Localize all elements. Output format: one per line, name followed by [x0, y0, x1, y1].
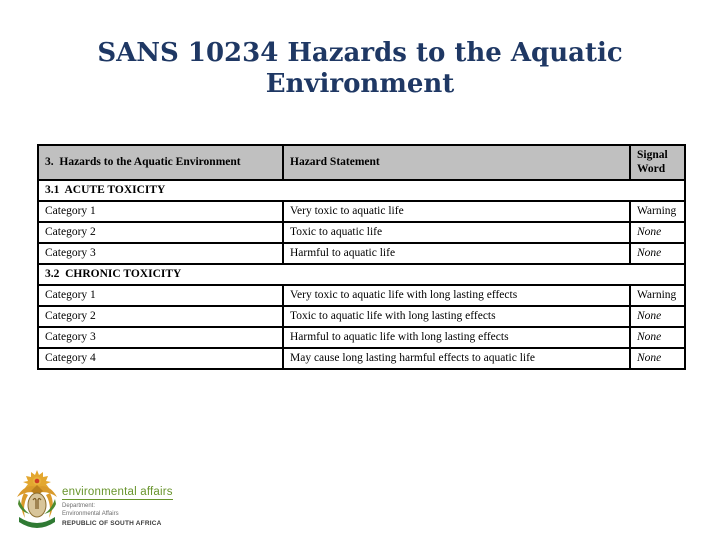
signal-word-cell: Warning [630, 285, 685, 306]
category-cell: Category 1 [38, 285, 283, 306]
hazard-table [37, 144, 686, 370]
statement-cell: Toxic to aquatic life with long lasting effects [283, 306, 630, 327]
table-row [38, 306, 685, 327]
category-cell: Category 3 [38, 327, 283, 348]
category-cell: Category 4 [38, 348, 283, 369]
section-label: 3.2 CHRONIC TOXICITY [38, 264, 685, 285]
section-row-chronic-toxicity [38, 264, 685, 285]
coat-of-arms-icon [14, 469, 60, 531]
dept-line-1: Department: [62, 503, 96, 509]
table-row [38, 243, 685, 264]
statement-cell: Toxic to aquatic life [283, 222, 630, 243]
country-name: REPUBLIC OF SOUTH AFRICA [62, 519, 162, 527]
col-header-hazards: 3. Hazards to the Aquatic Environment [38, 145, 283, 180]
signal-word-cell: None [630, 348, 685, 369]
statement-cell: Harmful to aquatic life [283, 243, 630, 264]
table-header-row [38, 145, 685, 180]
logo-text-block [62, 469, 173, 527]
col-header-signal-word: Signal Word [630, 145, 685, 180]
col-header-statement: Hazard Statement [283, 145, 630, 180]
signal-word-cell: Warning [630, 201, 685, 222]
category-cell: Category 3 [38, 243, 283, 264]
table-row [38, 201, 685, 222]
signal-word-cell: None [630, 306, 685, 327]
org-name: environmental affairs [62, 486, 173, 498]
signal-word-cell: None [630, 243, 685, 264]
department-logo [14, 469, 173, 531]
section-label: 3.1 ACUTE TOXICITY [38, 180, 685, 201]
statement-cell: Harmful to aquatic life with long lasting effects [283, 327, 630, 348]
statement-cell: May cause long lasting harmful effects to aquatic life [283, 348, 630, 369]
table-row [38, 327, 685, 348]
statement-cell: Very toxic to aquatic life [283, 201, 630, 222]
table-row [38, 222, 685, 243]
category-cell: Category 1 [38, 201, 283, 222]
signal-word-cell: None [630, 222, 685, 243]
dept-line-2: Environmental Affairs [62, 510, 119, 517]
signal-word-cell: None [630, 327, 685, 348]
table-row [38, 348, 685, 369]
category-cell: Category 2 [38, 306, 283, 327]
table-row [38, 285, 685, 306]
page-title: SANS 10234 Hazards to the Aquatic Environment [97, 38, 623, 100]
section-row-acute-toxicity [38, 180, 685, 201]
statement-cell: Very toxic to aquatic life with long lasting effects [283, 285, 630, 306]
category-cell: Category 2 [38, 222, 283, 243]
